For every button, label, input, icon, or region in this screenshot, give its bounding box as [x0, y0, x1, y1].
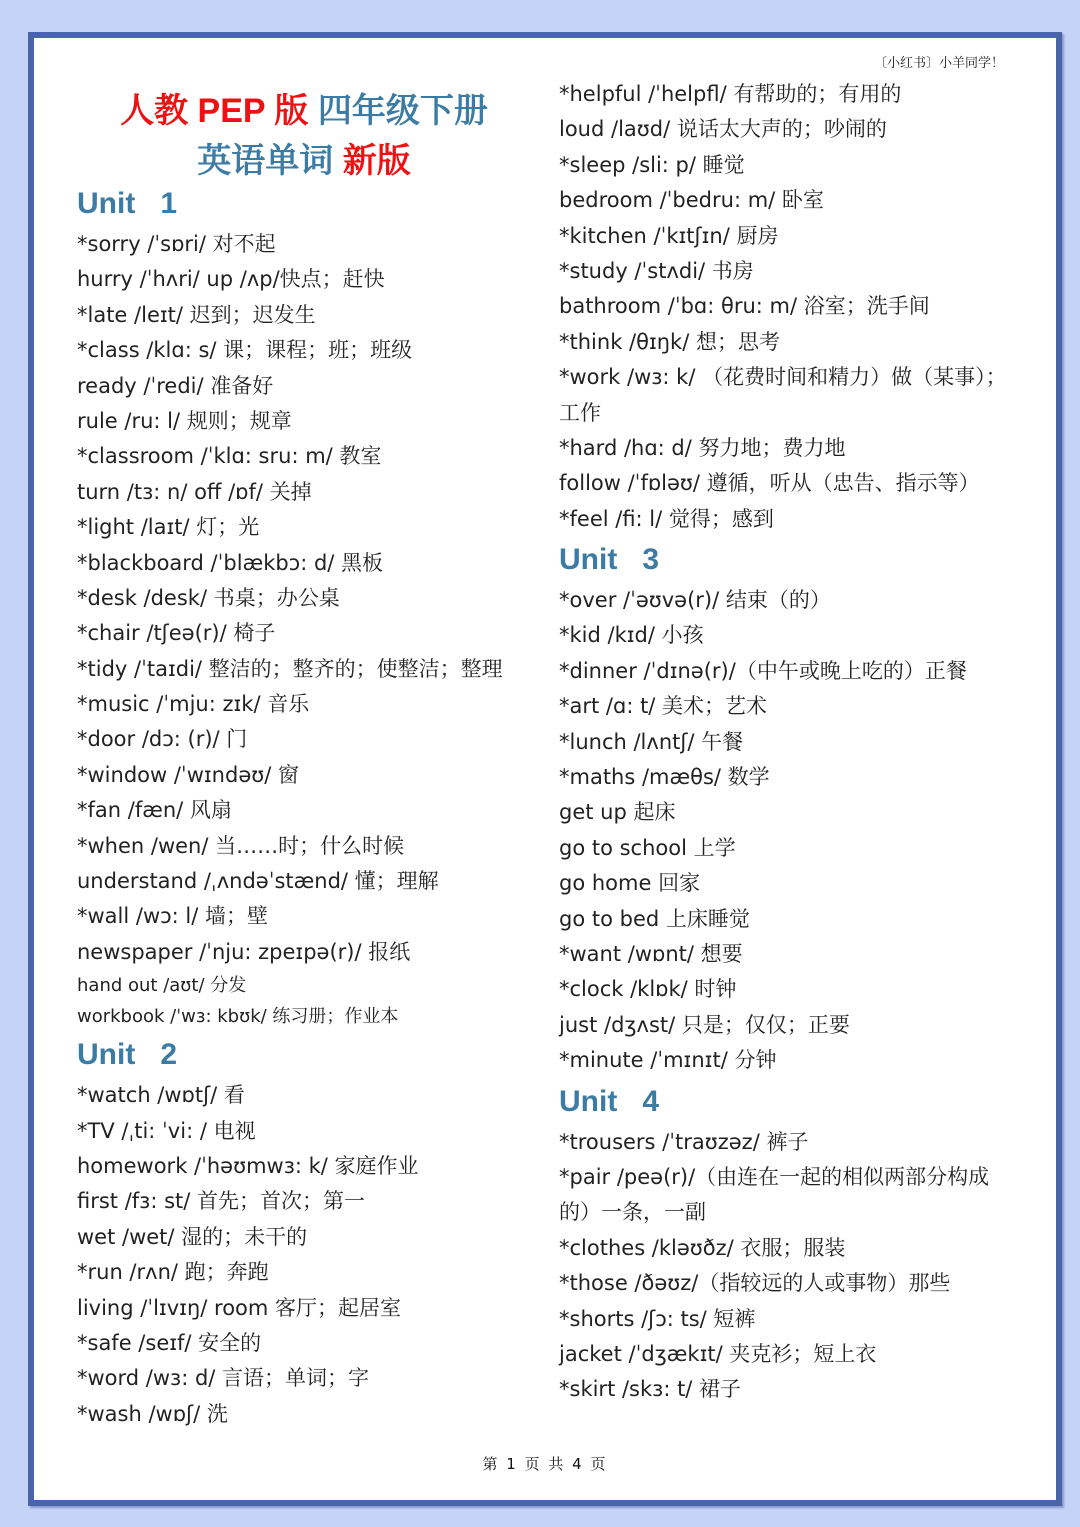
vocab-entry: *think /θɪŋk/ 想；思考	[559, 329, 780, 354]
vocab-entry: wet /wet/ 湿的；未干的	[77, 1224, 308, 1249]
unit-heading: Unit 3	[559, 543, 660, 577]
vocab-entry: bathroom /ˈbɑ: θru: m/ 浴室；洗手间	[559, 294, 930, 319]
vocab-entry: workbook /ˈwɜ: kbʊk/ 练习册；作业本	[77, 1006, 399, 1028]
vocab-entry: go home 回家	[559, 871, 701, 896]
vocab-entry: *want /wɒnt/ 想要	[559, 941, 743, 966]
vocab-entry: *TV /ˌti: ˈvi: / 电视	[77, 1118, 256, 1143]
title-line-1	[74, 86, 534, 136]
vocab-entry: *light /laɪt/ 灯；光	[77, 515, 260, 540]
vocab-entry: *over /ˈəʊvə(r)/ 结束（的）	[559, 588, 831, 613]
unit-heading: Unit 4	[559, 1084, 660, 1118]
vocab-entry: follow /ˈfɒləʊ/ 遵循，听从（忠告、指示等）	[559, 471, 980, 496]
title-grade: 四年级下册	[317, 92, 488, 130]
vocab-entry: loud /laʊd/ 说话太大声的；吵闹的	[559, 117, 887, 142]
vocab-entry: *feel /fi: l/ 觉得；感到	[559, 506, 774, 531]
vocab-entry: homework /ˈhəʊmwɜ: k/ 家庭作业	[77, 1153, 419, 1178]
vocab-entry: *pair /peə(r)/（由连在一起的相似两部分构成	[559, 1164, 990, 1189]
vocab-entry: 工作	[559, 400, 601, 425]
vocab-entry: jacket /ˈdʒækɪt/ 夹克衫；短上衣	[559, 1341, 877, 1366]
vocab-entry: hurry /ˈhʌri/ up /ʌp/快点；赶快	[77, 267, 385, 292]
vocab-entry: *wall /wɔ: l/ 墙；壁	[77, 904, 269, 929]
vocab-entry: get up 起床	[559, 800, 676, 825]
vocab-entry: rule /ru: l/ 规则；规章	[77, 408, 292, 433]
vocab-entry: *door /dɔ: (r)/ 门	[77, 727, 248, 752]
vocab-entry: *run /rʌn/ 跑；奔跑	[77, 1260, 269, 1285]
vocab-entry: go to bed 上床睡觉	[559, 906, 750, 931]
vocab-entry: *lunch /lʌntʃ/ 午餐	[559, 729, 744, 754]
document-page	[28, 32, 1062, 1506]
vocab-entry: *fan /fæn/ 风扇	[77, 798, 232, 823]
vocab-entry: bedroom /ˈbedru: m/ 卧室	[559, 188, 824, 213]
vocab-entry: *sleep /sli: p/ 睡觉	[559, 152, 745, 177]
vocab-entry: go to school 上学	[559, 835, 736, 860]
vocab-entry: *window /ˈwɪndəʊ/ 窗	[77, 762, 299, 787]
vocab-entry: *word /wɜ: d/ 言语；单词；字	[77, 1366, 370, 1391]
title-subject: 英语单词	[197, 142, 334, 180]
vocab-entry: *shorts /ʃɔ: ts/ 短裤	[559, 1306, 756, 1331]
vocab-entry: *safe /seɪf/ 安全的	[77, 1330, 262, 1355]
vocab-entry: hand out /aʊt/ 分发	[77, 975, 247, 997]
vocab-entry: *sorry /ˈsɒri/ 对不起	[77, 232, 276, 256]
vocab-entry: newspaper /ˈnju: zpeɪpə(r)/ 报纸	[77, 939, 411, 964]
vocab-entry: *late /leɪt/ 迟到；迟发生	[77, 302, 316, 327]
vocab-entry: *minute /ˈmɪnɪt/ 分钟	[559, 1048, 777, 1073]
vocab-entry: *desk /desk/ 书桌；办公桌	[77, 585, 340, 610]
vocab-entry: 的）一条，一副	[559, 1200, 706, 1225]
vocab-entry: *helpful /ˈhelpfl/ 有帮助的；有用的	[559, 82, 902, 106]
title-line-2	[74, 136, 534, 186]
vocab-entry: *those /ðəʊz/（指较远的人或事物）那些	[559, 1271, 951, 1296]
vocab-entry: understand /ˌʌndəˈstænd/ 懂；理解	[77, 869, 439, 894]
vocab-entry: ready /ˈredi/ 准备好	[77, 373, 274, 398]
vocab-entry: *hard /hɑ: d/ 努力地；费力地	[559, 435, 846, 460]
vocab-entry: *skirt /skɜ: t/ 裙子	[559, 1377, 742, 1402]
vocab-entry: first /fɜ: st/ 首先；首次；第一	[77, 1189, 366, 1214]
vocab-entry: living /ˈlɪvɪŋ/ room 客厅；起居室	[77, 1295, 402, 1320]
vocab-entry: *class /klɑ: s/ 课；课程；班；班级	[77, 338, 413, 363]
vocab-entry: *maths /mæθs/ 数学	[559, 765, 770, 790]
vocab-entry: *trousers /ˈtraʊzəz/ 裤子	[559, 1129, 809, 1154]
vocab-entry: *when /wen/ 当……时；什么时候	[77, 833, 405, 858]
left-column	[77, 181, 503, 1432]
vocab-entry: *classroom /ˈklɑ: sru: m/ 教室	[77, 444, 382, 469]
title-edition: 人教 PEP 版	[120, 92, 309, 130]
vocab-entry: *art /ɑ: t/ 美术；艺术	[559, 694, 768, 719]
vocab-entry: *music /ˈmju: zɪk/ 音乐	[77, 692, 310, 717]
page-number: 第 1 页 共 4 页	[482, 1455, 608, 1473]
vocab-entry: *study /ˈstʌdi/ 书房	[559, 258, 754, 283]
vocab-entry: *chair /tʃeə(r)/ 椅子	[77, 621, 276, 646]
right-column	[559, 77, 1007, 1408]
vocab-entry: *wash /wɒʃ/ 洗	[77, 1401, 228, 1426]
unit-heading: Unit 1	[77, 187, 178, 220]
vocab-entry: *kid /kɪd/ 小孩	[559, 623, 704, 648]
vocab-entry: *clock /klɒk/ 时钟	[559, 977, 737, 1002]
unit-heading: Unit 2	[77, 1038, 178, 1072]
vocab-entry: *dinner /ˈdɪnə(r)/（中午或晚上吃的）正餐	[559, 658, 967, 683]
vocab-entry: *blackboard /ˈblækbɔ: d/ 黑板	[77, 550, 384, 575]
vocab-entry: *tidy /ˈtaɪdi/ 整洁的；整齐的；使整洁；整理	[77, 656, 503, 681]
vocab-entry: *watch /wɒtʃ/ 看	[77, 1083, 245, 1108]
vocab-entry: *clothes /kləʊðz/ 衣服；服装	[559, 1235, 846, 1260]
vocab-entry: *kitchen /ˈkɪtʃɪn/ 厨房	[559, 223, 779, 248]
watermark: 〔小红书〕小羊同学！	[873, 56, 1004, 71]
vocab-entry: just /dʒʌst/ 只是；仅仅；正要	[559, 1012, 850, 1037]
vocab-entry: turn /tɜ: n/ off /ɒf/ 关掉	[77, 479, 312, 504]
vocab-entry: *work /wɜ: k/ （花费时间和精力）做（某事）；	[559, 365, 1007, 390]
title-new: 新版	[342, 142, 411, 180]
